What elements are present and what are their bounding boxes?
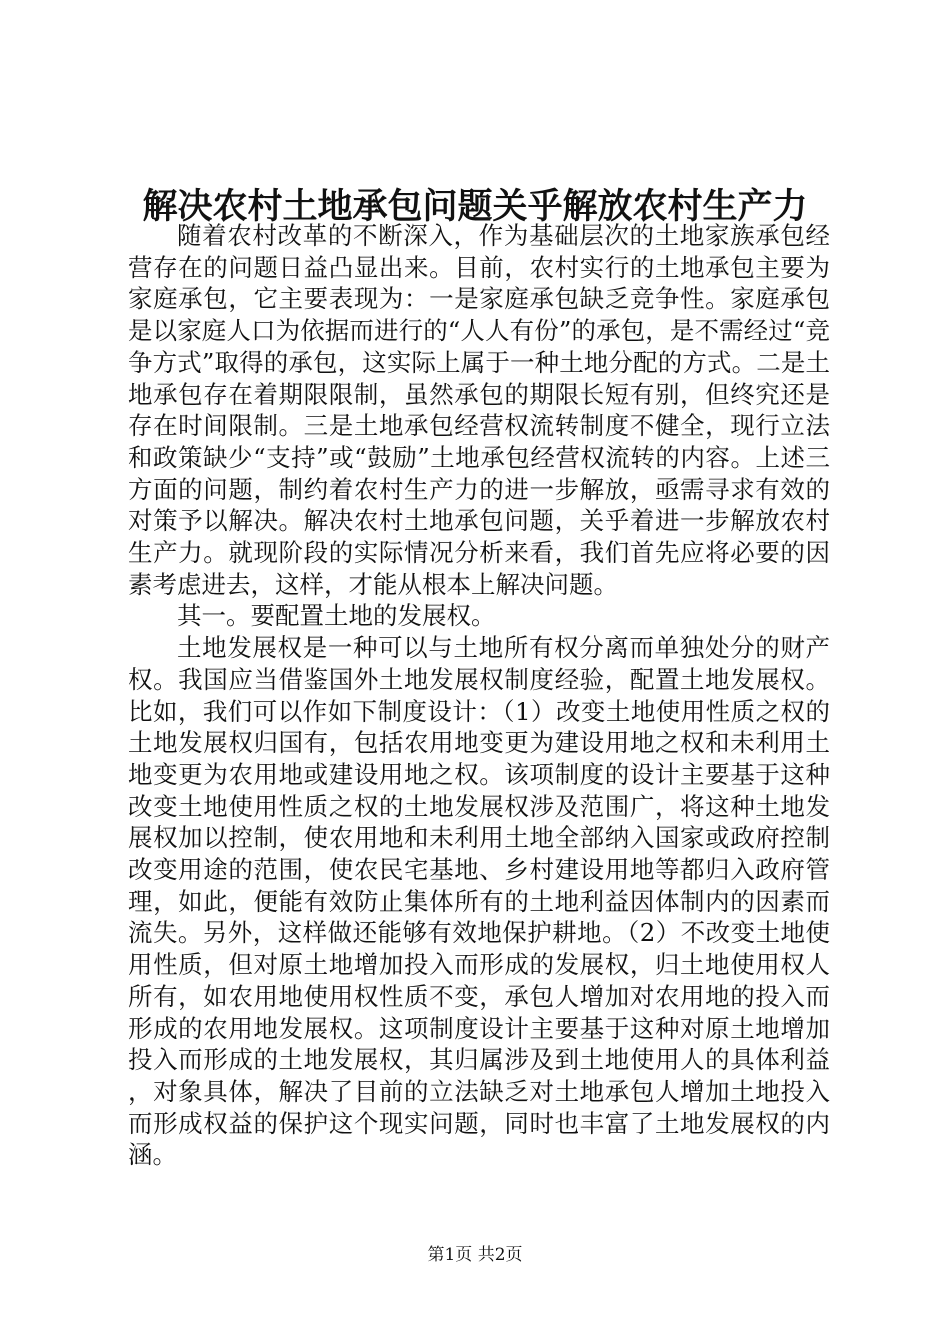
paragraph-intro: 随着农村改革的不断深入，作为基础层次的土地家族承包经营存在的问题日益凸显出来。目前，农村实行的土地承包主要为家庭承包，它主要表现为：一是家庭承包缺乏竞争性。家庭承包是以家庭人口为依据而进行的“人人有份”的承包，是不需经过“竞争方式”取得的承包，这实际上属于一种土地分配的方式。二是土地承包存在着期限限制，虽然承包的期限长短有别，但终究还是存在时间限制。三是土地承包经营权流转制度不健全，现行立法和政策缺少“支持”或“鼓励”土地承包经营权流转的内容。上述三方面的问题，制约着农村生产力的进一步解放，亟需寻求有效的对策予以解决。解决农村土地承包问题，关乎着进一步解放农村生产力。就现阶段的实际情况分析来看，我们首先应将必要的因素考虑进去，这样，才能从根本上解决问题。 (128, 221, 830, 599)
paragraph-heading-one: 其一。要配置土地的发展权。 (177, 601, 496, 631)
paragraph-development-rights: 土地发展权是一种可以与土地所有权分离而单独处分的财产权。我国应当借鉴国外土地发展权制度经验，配置土地发展权。比如，我们可以作如下制度设计：（1）改变土地使用性质之权的土地发展权归国有，包括农用地变更为建设用地之权和未利用土地变更为农用地或建设用地之权。该项制度的设计主要基于这种改变土地使用性质之权的土地发展权涉及范围广，将这种土地发展权加以控制，使农用地和未利用土地全部纳入国家或政府控制改变用途的范围，使农民宅基地、乡村建设用地等都归入政府管理，如此，便能有效防止集体所有的土地利益因体制内的因素而流失。另外，这样做还能够有效地保护耕地。（2）不改变土地使用性质，但对原土地增加投入而形成的发展权，归土地使用权人所有，如农用地使用权性质不变，承包人增加对农用地的投入而形成的农用地发展权。这项制度设计主要基于这种对原土地增加投入而形成的土地发展权，其归属涉及到土地使用人的具体利益，对象具体，解决了目前的立法缺乏对土地承包人增加土地投入而形成权益的保护这个现实问题，同时也丰富了土地发展权的内涵。 (128, 633, 830, 1170)
document-body (128, 220, 830, 1171)
document-title: 解决农村土地承包问题关乎解放农村生产力 (142, 186, 808, 227)
page-footer: 第1页 共2页 (427, 1245, 523, 1265)
